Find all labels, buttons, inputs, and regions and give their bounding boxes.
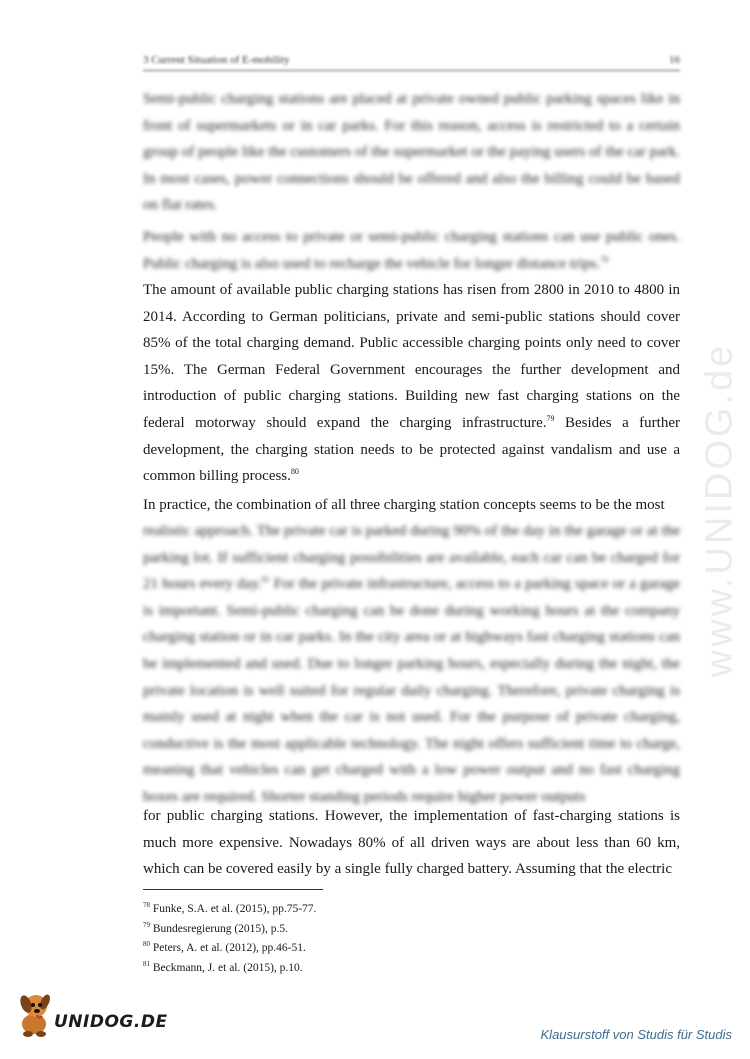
logo-wordmark: UNIDOG.DE bbox=[54, 1012, 168, 1032]
footnote-ref-80: 80 bbox=[290, 467, 299, 477]
paragraph-practice-blurred-text: realistic approach. The private car is parked during 90% of the day in the garage or at the parking lot. If sufficient charging possibilities are available, each car can be charged for 21 hours every day. bbox=[143, 523, 680, 593]
page-number: 16 bbox=[669, 54, 680, 66]
footnote-number: 78 bbox=[143, 901, 150, 910]
footnote-item bbox=[143, 900, 643, 920]
paragraph-semi-public: Semi-public charging stations are placed at private owned public parking spaces like in front of supermarkets or in car parks. For this reason, access is restricted to a certain group of people like the customers of the supermarket or the paying users of the car park. In most cases, power connections should be offered and also the billing could be based on flat rates. bbox=[143, 91, 680, 214]
footnote-ref-81: 81 bbox=[261, 575, 270, 585]
footnotes bbox=[143, 900, 643, 979]
footnote-item bbox=[143, 959, 643, 979]
paragraph-public-text: The amount of available public charging stations has risen from 2800 in 2010 to 4800 in 2014. According to German politicians, private and semi-public stations should cover 85% of the total charging demand. Public accessible charging points only need to cover 15%. The German Federal Government encourages the further development and introduction of public charging stations. Building new fast charging stations on the federal motorway should expand the charging infrastructure. bbox=[143, 282, 680, 431]
footnote-number: 80 bbox=[143, 940, 150, 949]
footnote-item bbox=[143, 939, 643, 959]
footnote-number: 81 bbox=[143, 960, 150, 969]
watermark bbox=[700, 280, 740, 740]
tagline: Klausurstoff von Studis für Studis bbox=[540, 1027, 732, 1042]
unidog-logo[interactable] bbox=[14, 988, 168, 1048]
running-header bbox=[143, 52, 680, 71]
paragraph-public-visible bbox=[143, 277, 680, 490]
paragraph-practice-first-line: In practice, the combination of all three charging station concepts seems to be the most bbox=[143, 497, 665, 513]
paragraph-public-blurred bbox=[143, 224, 680, 277]
footnote-ref-78: 78 bbox=[600, 254, 609, 264]
footnote-text: Bundesregierung (2015), p.5. bbox=[152, 922, 288, 935]
watermark-text: www.UNIDOG.de bbox=[698, 342, 741, 678]
chapter-title: 3 Current Situation of E-mobility bbox=[143, 54, 290, 66]
dog-mascot-icon bbox=[14, 990, 58, 1040]
footnote-divider bbox=[143, 889, 323, 890]
paragraph-public-text-end: Besides a further development, the charging station needs to be protected against vandalism and use a common billing process. bbox=[143, 414, 680, 485]
footnote-text: Funke, S.A. et al. (2015), pp.75-77. bbox=[152, 903, 317, 915]
footnote-text: Beckmann, J. et al. (2015), p.10. bbox=[152, 962, 303, 975]
footnote-number: 79 bbox=[143, 920, 150, 929]
paragraph-public-blurred-text: People with no access to private or semi-public charging stations can use public ones. Public charging is also used to recharge the vehicle for longer distance trips. bbox=[143, 229, 680, 272]
paragraph-practice-blurred bbox=[143, 518, 680, 811]
paragraph-practice-visible: for public charging stations. However, the implementation of fast-charging stations is much more expensive. Nowadays 80% of all driven ways are about less than 60 km, which can be covered easily by a single fully charged battery. Assuming that the electric bbox=[143, 808, 680, 878]
footnote-ref-79: 79 bbox=[546, 413, 555, 423]
paragraph-practice-blurred-text-end: For the private infrastructure, access to a parking space or a garage is important. Semi-public charging can be done during working hours at the company charging station or in car parks. In the city area or at highways fast charging stations can be implemented and used. Due to longer parking hours, especially during the night, the private location is well suited for regular daily charging. Therefore, private charging is mainly used at night when the car is not used. For the purpose of private charging, conductive is the most applicable technology. The night offers sufficient time to charge, meaning that vehicles can get charged with a low power output and no fast charging boxes are required. Shorter standing periods require higher power outputs bbox=[143, 576, 681, 805]
footnote-item bbox=[143, 920, 643, 940]
footnote-text: Peters, A. et al. (2012), pp.46-51. bbox=[152, 942, 306, 955]
